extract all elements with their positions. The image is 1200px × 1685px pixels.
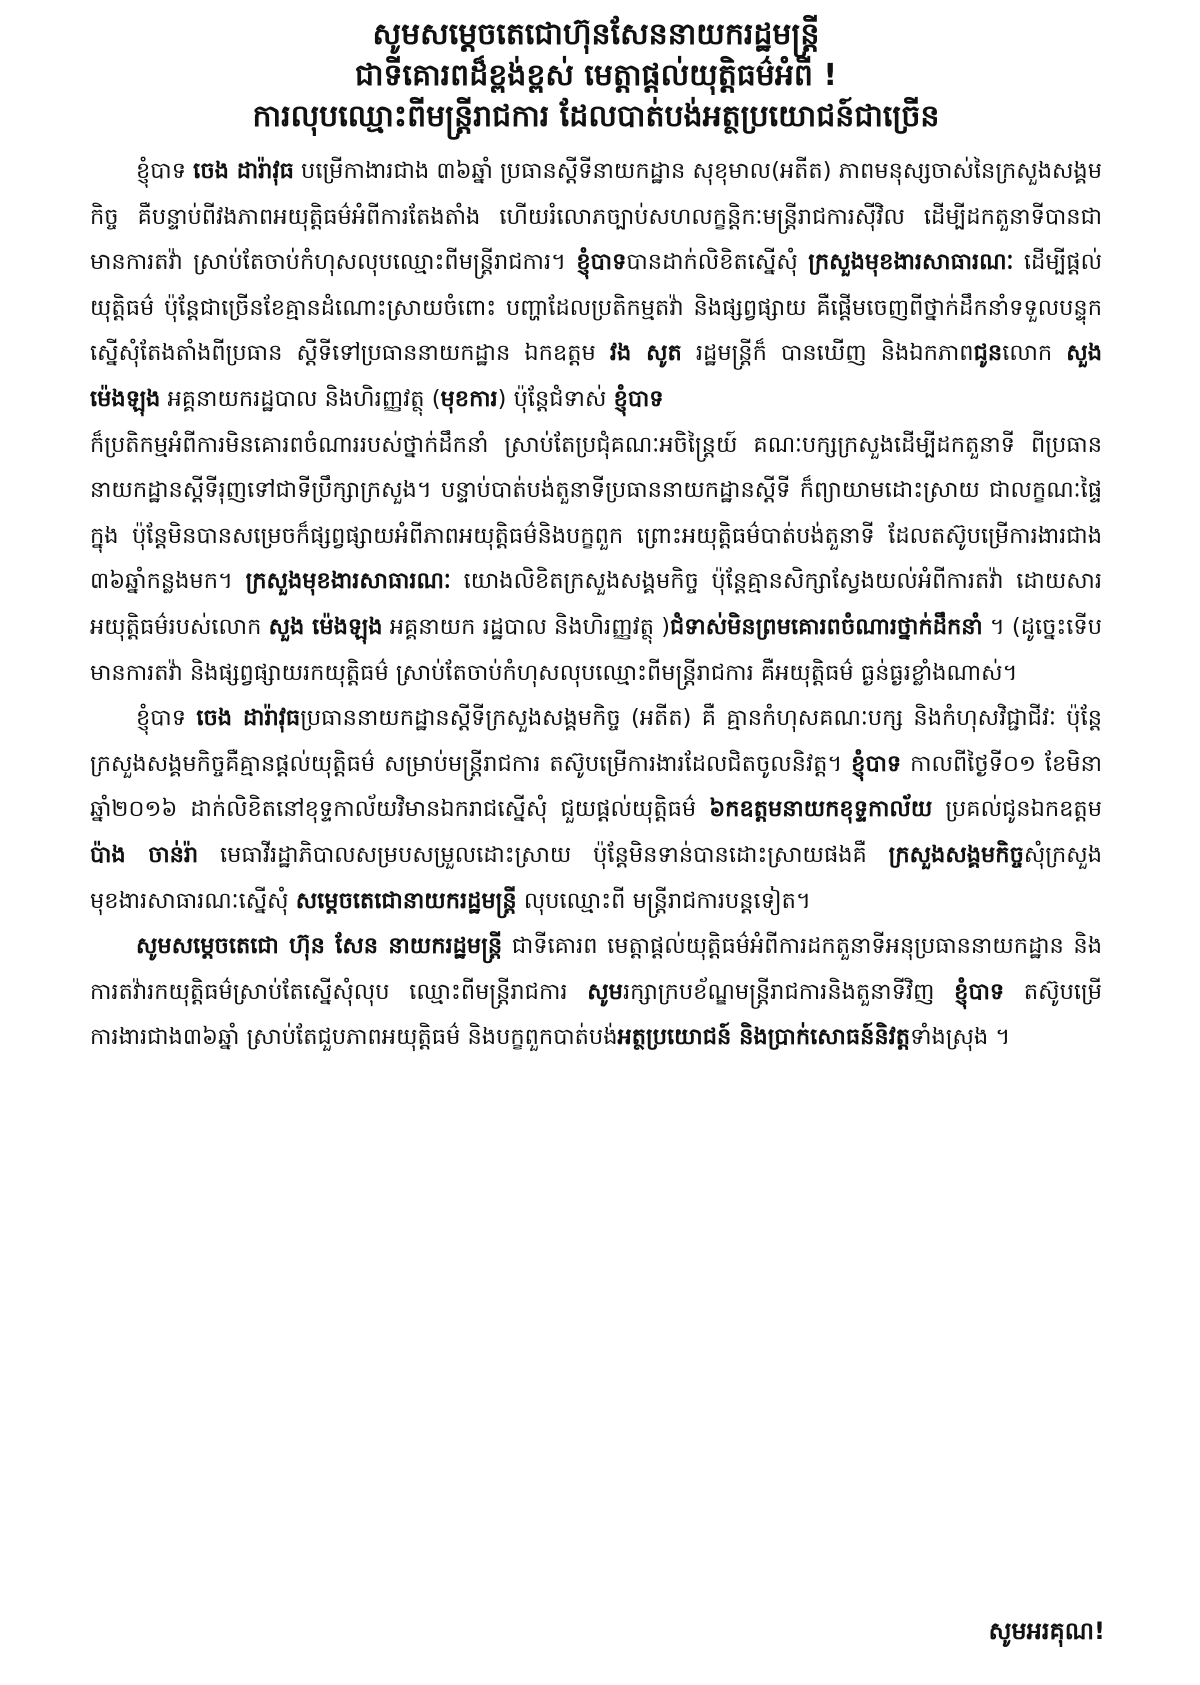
p1-bold-knhom-bat: ខ្ញុំបាទ	[576, 249, 627, 276]
p1-text-4: ដើម្បីផ្ដល់យុត្តិធម៌ ប៉ុន្តែជាច្រើនខែគ្មានដំណោះស្រាយចំពោះ បញ្ហាដែលប្រតិកម្មតវ៉ា និងផ្សព្វផ្សាយ គឺផ្ដើមចេញពីថ្នាក់ដឹកនាំទទួលបន្ទុក ស្នើសុំតែងតាំងពីប្រធាន ស្ដីទីទៅប្រធាននាយកដ្ឋាន ឯកឧត្តម	[90, 249, 1103, 367]
p1-text-8: ) ប៉ុន្តែជំទាស់	[497, 385, 614, 412]
paragraph-2	[90, 423, 1102, 697]
p1-name-vong-sauth: វង សូត	[609, 340, 682, 367]
p3-bold-cabinet-director: ៦កឧត្តមនាយកខុទ្ទកាល័យ	[709, 796, 933, 823]
p4-bold-soum: សូម	[587, 978, 623, 1005]
p2-text-2: យោងលិខិតក្រសួងសង្គមកិច្ច ប៉ុន្តែគ្មានសិក្សាស្វែងយល់អំពីការតវ៉ា ដោយសារអយុត្តិធម៌របស់លោក	[90, 568, 1102, 640]
p3-bold-ministry-social-affairs: ក្រសួងសង្គមកិច្ច	[888, 841, 1024, 868]
p2-text-3: អគ្គនាយក រដ្ឋបាល និងហិរញ្ញវត្ថុ )	[382, 613, 671, 640]
p2-bold-ministry-civil-service: ក្រសួងមុខងារសាធារណៈ	[245, 568, 451, 595]
p1-text-7: អគ្គនាយករដ្ឋបាល និងហិរញ្ញវត្ថុ (	[160, 385, 441, 412]
p3-text-4: ប្រគល់ជូនឯកឧត្តម	[932, 796, 1102, 823]
p3-text-6: សុំក្រសួងមុខងារសាធារណៈស្នើសុំ	[90, 841, 1102, 914]
p3-bold-prime-minister: សម្ដេចតេជោនាយករដ្ឋមន្រ្តី	[295, 887, 517, 914]
paragraph-1	[90, 149, 1102, 423]
p1-text-5: រដ្ឋមន្រ្តីក៏ បានឃើញ និងឯកភាព	[681, 340, 974, 367]
p1-text-1: ខ្ញុំបាទ	[136, 158, 194, 184]
title-block	[90, 14, 1102, 137]
p2-text-1: ក៏ប្រតិកម្មអំពីការមិនគោរពចំណាររបស់ថ្នាក់ដឹកនាំ ស្រាប់តែប្រជុំគណៈអចិន្រ្តៃយ៍ គណៈបក្សក្រសួងដើម្បីដកតួនាទី ពីប្រធាននាយកដ្ឋានស្ដីទីរុញទៅជាទីប្រឹក្សាក្រសួង។ បន្ទាប់បាត់បង់តួនាទីប្រធាននាយកដ្ឋានស្ដីទី ក៏ព្យាយាមដោះស្រាយ ជាលក្ខណៈផ្ទៃក្នុង ប៉ុន្តែមិនបានសម្រេចក៏ផ្សព្វផ្សាយអំពីភាពអយុត្តិធម៌និងបក្ខពួក ព្រោះអយុត្តិធម៌បាត់បង់តួនាទី ដែលតស៊ូបម្រើការងារជាង ៣៦ឆ្នាំកន្លងមក។	[90, 431, 1102, 595]
p3-name-pang-chanra: ប៉ាង ចាន់រ៉ា	[90, 841, 199, 868]
p3-text-3: កាលពីថ្ងៃទី០១ ខែមិនាឆ្នាំ២០១៦ ដាក់លិខិតនៅខុទ្ទកាល័យវិមានឯករាជស្នើសុំ ជួយផ្ដល់យុត្តិធម៌	[90, 750, 1102, 823]
p4-text-1: ជាទីគោរព មេត្តាផ្ដល់យុត្តិធម៌អំពីការដកតួនាទីអនុប្រធាននាយកដ្ឋាន និងការតវ៉ារកយុត្តិធម៌ស្រាប់តែស្នើសុំលុប ឈ្មោះពីមន្រ្តីរាជការ	[90, 933, 1102, 1005]
p1-name-suong-menglong: សួង ម៉េងឡុង	[90, 340, 1102, 412]
p3-name-cheng-daravuth: ចេង ដារ៉ាវុធ	[196, 705, 301, 732]
p3-text-2: ប្រធាននាយកដ្ឋានស្ដីទីក្រសួងសង្គមកិច្ច (អតីត) គឺ គ្មានកំហុសគណៈបក្ស និងកំហុសវិជ្ជាជីវៈ ប៉ុន្តែក្រសួងសង្គមកិច្ចគឺគ្មានផ្ដល់យុត្តិធម៌ សម្រាប់មន្រ្តីរាជការ តស៊ូបម្រើការងារដែលជិតចូលនិវត្ត។	[90, 705, 1102, 777]
p2-text-4: ។ (ដូច្នេះទើបមានការតវ៉ា និងផ្សព្វផ្សាយរកយុត្តិធម៌ ស្រាប់តែចាប់កំហុសលុបឈ្មោះពីមន្រ្តីរាជការ គឺអយុត្តិធម៌ ធ្ងន់ធ្ងរខ្លាំងណាស់។	[90, 613, 1102, 686]
p4-text-2: រក្សាក្របខ័ណ្ឌមន្រ្តីរាជការនិងតួនាទីវិញ	[622, 978, 955, 1005]
p1-text-6: លោក	[1002, 340, 1067, 367]
p4-bold-request-hun-sen: សូមសម្ដេចតេជោ ហ៊ុន សែន នាយករដ្ឋមន្រ្តី	[136, 933, 503, 960]
title-line-3: ការលុបឈ្មោះពីមន្រ្តីរាជការ ដែលបាត់បង់អត្ថប្រយោជន៍ជាច្រើន	[252, 99, 940, 134]
p3-text-1: ខ្ញុំបាទ	[136, 705, 197, 732]
p2-bold-refusal: ជំទាស់មិនព្រមគោរពចំណារថ្នាក់ដឹកនាំ	[670, 613, 983, 640]
p4-bold-benefits-pension: អត្ថប្រយោជន៍ និងប្រាក់សោធន៍និវត្ត	[617, 1024, 911, 1051]
closing-thanks: សូមអរគុណ!	[988, 1617, 1105, 1645]
title-line-2: ជាទីគោរពដ៏ខ្ពង់ខ្ពស់ មេត្តាផ្ដល់យុត្តិធម៌អំពី !	[354, 58, 838, 93]
p4-text-4: ទាំងស្រុង ។	[910, 1024, 1011, 1051]
paragraph-4	[90, 924, 1102, 1061]
p3-text-5: មេធាវីរដ្ឋាភិបាលសម្របសម្រួលដោះស្រាយ ប៉ុន្តែមិនទាន់បានដោះស្រាយផងគឺ	[198, 841, 889, 868]
p1-bold-knhom-bat-2: ខ្ញុំបាទ	[613, 385, 664, 412]
p3-text-7: លុបឈ្មោះពី មន្រ្តីរាជការបន្តទៀត។	[516, 887, 811, 914]
p1-text-2: បម្រើកាងារជាង ៣៦ឆ្នាំ ប្រធានស្ដីទីនាយកដ្ឋាន សុខុមាល(អតីត) ភាពមនុស្សចាស់នៃក្រសួងសង្គមកិច្ច គឺបន្ទាប់ពីវងភាពអយុត្តិធម៌អំពីការតែងតាំង ហើយរំលោភច្បាប់សហលក្ខន្តិកៈមន្រ្តីរាជការស៊ីវិល ដើម្បីដកតួនាទីបានជាមានការតវ៉ា ស្រាប់តែចាប់កំហុសលុបឈ្មោះពីមន្រ្តីរាជការ។	[90, 158, 1102, 276]
p1-bold-mukhkar: មុខការ	[440, 385, 498, 412]
p1-bold-ministry-civil-service: ក្រសួងមុខងារសាធារណៈ	[808, 249, 1014, 276]
paragraph-3	[90, 696, 1102, 924]
p3-bold-knhom-bat: ខ្ញុំបាទ	[851, 750, 902, 777]
p1-text-3: បានដាក់លិខិតស្នើសុំ	[626, 249, 809, 276]
p1-name-cheng-daravuth: ចេង ដារ៉ាវុធ	[193, 158, 294, 184]
p1-bold-choun: ជូន	[973, 340, 1003, 367]
p2-name-suong-menglong: សួង ម៉េងឡុង	[268, 613, 383, 640]
title-line-1: សូមសម្ដេចតេជោហ៊ុនសែននាយករដ្ឋមន្រ្តី	[372, 17, 820, 52]
p4-text-3: តស៊ូបម្រើការងារជាង៣៦ឆ្នាំ ស្រាប់តែជួបភាពអយុត្តិធម៌ និងបក្ខពួកបាត់បង់	[90, 978, 1102, 1051]
p4-bold-knhom-bat: ខ្ញុំបាទ	[954, 978, 1005, 1005]
